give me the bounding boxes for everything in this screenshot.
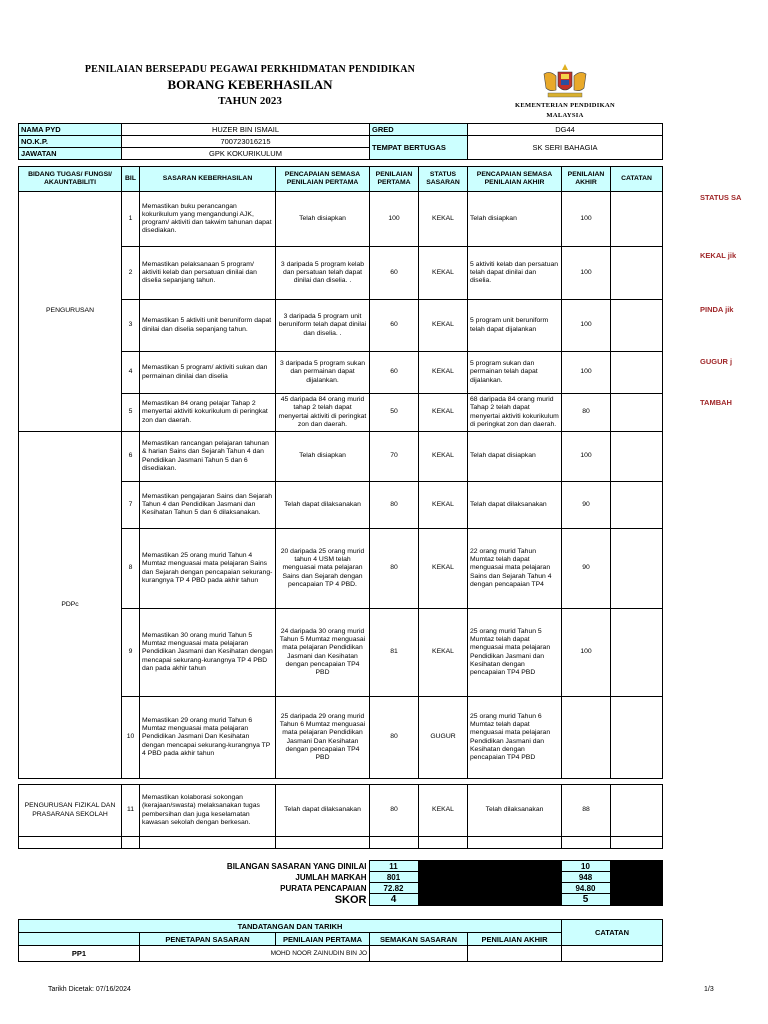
row-status: KEKAL (419, 432, 468, 482)
row-penilaian-pertama: 81 (370, 609, 419, 697)
row-penilaian-akhir: 100 (562, 609, 611, 697)
row-pencapaian-pertama: 24 daripada 30 orang murid Tahun 5 Mumtaz menguasai mata pelajaran Pendidikan Jasmani dan Kesihatan dengan pencapaian TP4 PBD (276, 609, 370, 697)
col-penilaian-pertama: PENILAIAN PERTAMA (370, 167, 419, 192)
signature-table (18, 919, 663, 962)
row-bil: 2 (122, 247, 140, 300)
row-catatan (611, 432, 663, 482)
row-pencapaian-akhir: Telah dapat dilaksanakan (468, 482, 562, 529)
row-status: KEKAL (419, 482, 468, 529)
col-pencapaian-pertama: PENCAPAIAN SEMASA PENILAIAN PERTAMA (276, 167, 370, 192)
row-bil: 9 (122, 609, 140, 697)
col-bidang: BIDANG TUGAS/ FUNGSI/ AKAUNTABILITI (19, 167, 122, 192)
purata-label: PURATA PENCAPAIAN (280, 883, 367, 893)
row-catatan (611, 394, 663, 432)
row-pencapaian-akhir: 68 daripada 84 orang murid Tahap 2 telah dapat menyertai aktiviti kokurikulum di peringkat zon dan daerah. (468, 394, 562, 432)
row-sasaran: Memastikan buku perancangan kokurikulum yang mengandungi AJK, program/ aktiviti dan takwim tahunan dapat disediakan. (140, 192, 276, 247)
row-bil: 3 (122, 300, 140, 352)
skor-first: 4 (369, 894, 418, 906)
side-note-kekal: KEKAL jik (700, 251, 737, 260)
row-status: GUGUR (419, 697, 468, 779)
row-pencapaian-akhir: Telah dilaksanakan (468, 785, 562, 837)
row-status: KEKAL (419, 785, 468, 837)
row-penilaian-akhir: 90 (562, 529, 611, 609)
row-penilaian-pertama: 50 (370, 394, 419, 432)
col-penilaian-akhir: PENILAIAN AKHIR (562, 167, 611, 192)
row-catatan (611, 352, 663, 394)
group-pdpc: PDPc (19, 432, 122, 779)
jawatan-value: GPK KOKURIKULUM (122, 148, 370, 160)
row-status: KEKAL (419, 609, 468, 697)
row-pencapaian-akhir: Telah dapat disiapkan (468, 432, 562, 482)
totals-table (18, 860, 663, 906)
row-penilaian-pertama: 80 (370, 529, 419, 609)
row-pencapaian-pertama: 25 daripada 29 orang murid Tahun 6 Mumtaz menguasai mata pelajaran Pendidikan Jasmani Dan Kesihatan dengan pencapaian TP4 PBD (276, 697, 370, 779)
row-penilaian-pertama: 100 (370, 192, 419, 247)
nama-label: NAMA PYD (19, 124, 122, 136)
nokp-label: NO.K.P. (19, 136, 122, 148)
gred-label: GRED (370, 124, 468, 136)
row-sasaran: Memastikan pengajaran Sains dan Sejarah Tahun 4 dan Pendidikan Jasmani dan Kesihatan Tahun 5 dan 6 dilaksanakan. (140, 482, 276, 529)
coat-of-arms-icon (530, 62, 600, 100)
bilangan-label: BILANGAN SASARAN YANG DINILAI (226, 861, 367, 871)
row-bil: 11 (122, 785, 140, 837)
row-pencapaian-pertama: 3 daripada 5 program kelab dan persatuan telah dapat dinilai dan diselia. . (276, 247, 370, 300)
row-penilaian-akhir: 100 (562, 192, 611, 247)
row-pencapaian-akhir: 5 program sukan dan permainan telah dapat dijalankan. (468, 352, 562, 394)
group-fizikal: PENGURUSAN FIZIKAL DAN PRASARANA SEKOLAH (19, 785, 122, 837)
col-bil: BIL (122, 167, 140, 192)
row-pencapaian-pertama: 3 daripada 5 program unit beruniform telah dapat dinilai dan diselia. . (276, 300, 370, 352)
row-status: KEKAL (419, 529, 468, 609)
nama-value: HUZER BIN ISMAIL (122, 124, 370, 136)
gred-value: DG44 (468, 124, 663, 136)
row-status: KEKAL (419, 352, 468, 394)
document-header (60, 64, 440, 107)
tempat-value: SK SERI BAHAGIA (468, 136, 663, 160)
row-pencapaian-akhir: 5 program unit beruniform telah dapat dijalankan (468, 300, 562, 352)
row-penilaian-pertama: 80 (370, 697, 419, 779)
row-penilaian-pertama: 70 (370, 432, 419, 482)
sig-semakan: SEMAKAN SASARAN (370, 933, 468, 946)
row-penilaian-pertama: 60 (370, 352, 419, 394)
row-sasaran: Memastikan rancangan pelajaran tahunan & harian Sains dan Sejarah Tahun 4 dan Pendidikan Jasmani Tahun 5 dan 6 disediakan. (140, 432, 276, 482)
row-bil: 4 (122, 352, 140, 394)
row-pencapaian-akhir: 22 orang murid Tahun Mumtaz telah dapat menguasai mata pelajaran Sains dan Sejarah Tahun 4 dengan pencapaian TP4 (468, 529, 562, 609)
side-note-gugur: GUGUR j (700, 357, 733, 366)
signature-catatan: CATATAN (562, 920, 663, 946)
sig-penilaian-pertama: PENILAIAN PERTAMA (276, 933, 370, 946)
jumlah-first: 801 (369, 872, 418, 883)
row-status: KEKAL (419, 300, 468, 352)
target-table (18, 166, 663, 849)
table-row (19, 432, 663, 482)
skor-label: SKOR (334, 893, 367, 906)
row-catatan (611, 609, 663, 697)
row-penilaian-pertama: 80 (370, 482, 419, 529)
col-catatan: CATATAN (611, 167, 663, 192)
row-status: KEKAL (419, 192, 468, 247)
tempat-label: TEMPAT BERTUGAS (370, 136, 468, 160)
sig-penilaian-akhir: PENILAIAN AKHIR (468, 933, 562, 946)
row-catatan (611, 697, 663, 779)
row-sasaran: Memastikan 29 orang murid Tahun 6 Mumtaz menguasai mata pelajaran Pendidikan Jasmani Dan Kesihatan dengan mencapai sekurang-kurangnya TP 4 PBD pada akhir tahun (140, 697, 276, 779)
side-note-tambah: TAMBAH (700, 398, 732, 407)
row-pencapaian-pertama: Telah dapat dilaksanakan (276, 482, 370, 529)
purata-first: 72.82 (369, 883, 418, 894)
table-header-row (19, 167, 663, 192)
row-penilaian-akhir: 100 (562, 432, 611, 482)
empty-row (19, 837, 663, 849)
row-pencapaian-pertama: 20 daripada 25 orang murid tahun 4 USM telah menguasai mata pelajaran Sains dan Sejarah dengan pencapaian TP 4 PBD. (276, 529, 370, 609)
col-pencapaian-akhir: PENCAPAIAN SEMASA PENILAIAN AKHIR (468, 167, 562, 192)
row-catatan (611, 482, 663, 529)
row-pencapaian-pertama: 45 daripada 84 orang murid tahap 2 telah dapat menyertai aktiviti di peringkat zon dan daerah. (276, 394, 370, 432)
row-status: KEKAL (419, 247, 468, 300)
row-pencapaian-pertama: Telah dapat dilaksanakan (276, 785, 370, 837)
row-penilaian-pertama: 80 (370, 785, 419, 837)
row-penilaian-akhir: 100 (562, 352, 611, 394)
jawatan-label: JAWATAN (19, 148, 122, 160)
row-pencapaian-akhir: 25 orang murid Tahun 6 Mumtaz telah dapat menguasai mata pelajaran Pendidikan Jasmani dan Kesihatan dengan pencapaian TP4 PBD (468, 697, 562, 779)
row-catatan (611, 785, 663, 837)
row-penilaian-akhir (562, 697, 611, 779)
header-line-1: PENILAIAN BERSEPADU PEGAWAI PERKHIDMATAN PENDIDIKAN (84, 64, 416, 75)
row-catatan (611, 529, 663, 609)
pp1-label: PP1 (19, 946, 140, 962)
side-note-pinda: PINDA jik (700, 305, 734, 314)
row-sasaran: Memastikan pelaksanaan 5 program/ aktiviti kelab dan persatuan dinilai dan diselia sepanjang tahun. (140, 247, 276, 300)
signature-title: TANDATANGAN DAN TARIKH (19, 920, 562, 933)
row-penilaian-pertama: 60 (370, 247, 419, 300)
row-sasaran: Memastikan kolaborasi sokongan (kerajaan/swasta) melaksanakan tugas pembersihan dan juga keselamatan kawasan sekolah dengan berkesan. (140, 785, 276, 837)
row-pencapaian-pertama: Telah disiapkan (276, 192, 370, 247)
row-penilaian-akhir: 88 (562, 785, 611, 837)
row-pencapaian-pertama: Telah disiapkan (276, 432, 370, 482)
col-sasaran: SASARAN KEBERHASILAN (140, 167, 276, 192)
side-note-status: STATUS SA (700, 193, 742, 202)
row-penilaian-akhir: 80 (562, 394, 611, 432)
row-bil: 5 (122, 394, 140, 432)
bilangan-first: 11 (369, 861, 418, 872)
sig-penetapan: PENETAPAN SASARAN (140, 933, 276, 946)
row-bil: 10 (122, 697, 140, 779)
table-row (19, 192, 663, 247)
row-penilaian-pertama: 60 (370, 300, 419, 352)
row-penilaian-akhir: 90 (562, 482, 611, 529)
header-form-title: BORANG KEBERHASILAN (167, 77, 333, 92)
row-sasaran: Memastikan 5 aktiviti unit beruniform dapat dinilai dan diselia sepanjang tahun. (140, 300, 276, 352)
bilangan-final: 10 (561, 861, 610, 872)
nokp-value: 700723016215 (122, 136, 370, 148)
row-sasaran: Memastikan 5 program/ aktiviti sukan dan permainan dinilai dan diselia (140, 352, 276, 394)
ministry-country: MALAYSIA (546, 112, 584, 119)
purata-final: 94.80 (561, 883, 610, 894)
row-bil: 7 (122, 482, 140, 529)
skor-final: 5 (561, 894, 610, 906)
col-status: STATUS SASARAN (419, 167, 468, 192)
row-pencapaian-pertama: 3 daripada 5 program sukan dan permainan dapat dijalankan. (276, 352, 370, 394)
jumlah-label: JUMLAH MARKAH (295, 872, 367, 882)
header-year: TAHUN 2023 (218, 95, 282, 107)
row-penilaian-akhir: 100 (562, 300, 611, 352)
print-date: Tarikh Dicetak: 07/16/2024 (48, 986, 131, 993)
row-sasaran: Memastikan 84 orang pelajar Tahap 2 menyertai aktiviti kokurikulum di peringkat zon dan daerah. (140, 394, 276, 432)
staff-info-table (18, 123, 663, 160)
row-catatan (611, 300, 663, 352)
row-status: KEKAL (419, 394, 468, 432)
row-bil: 1 (122, 192, 140, 247)
ministry-logo (510, 62, 620, 120)
table-row (19, 785, 663, 837)
row-sasaran: Memastikan 25 orang murid Tahun 4 Mumtaz menguasai mata pelajaran Sains dan Sejarah dengan pencapaian sekurang-kurangnya TP 4 PBD pada akhir tahun (140, 529, 276, 609)
ministry-name: KEMENTERIAN PENDIDIKAN (515, 102, 615, 109)
row-bil: 8 (122, 529, 140, 609)
row-catatan (611, 247, 663, 300)
row-pencapaian-akhir: 5 aktiviti kelab dan persatuan telah dapat dinilai dan diselia. (468, 247, 562, 300)
row-pencapaian-akhir: 25 orang murid Tahun 5 Mumtaz telah dapat menguasai mata pelajaran Pendidikan Jasmani dan Kesihatan dengan pencapaian TP4 PBD (468, 609, 562, 697)
group-pengurusan: PENGURUSAN (19, 192, 122, 432)
row-pencapaian-akhir: Telah disiapkan (468, 192, 562, 247)
row-sasaran: Memastikan 30 orang murid Tahun 5 Mumtaz menguasai mata pelajaran Pendidikan Jasmani dan Kesihatan dengan mencapai sekurang-kurangnya TP 4 PBD dan pada akhir tahun (140, 609, 276, 697)
row-bil: 6 (122, 432, 140, 482)
row-penilaian-akhir: 100 (562, 247, 611, 300)
row-catatan (611, 192, 663, 247)
jumlah-final: 948 (561, 872, 610, 883)
page-number: 1/3 (704, 986, 714, 993)
pp1-name: MOHD NOOR ZAINUDIN BIN JO (140, 946, 370, 962)
